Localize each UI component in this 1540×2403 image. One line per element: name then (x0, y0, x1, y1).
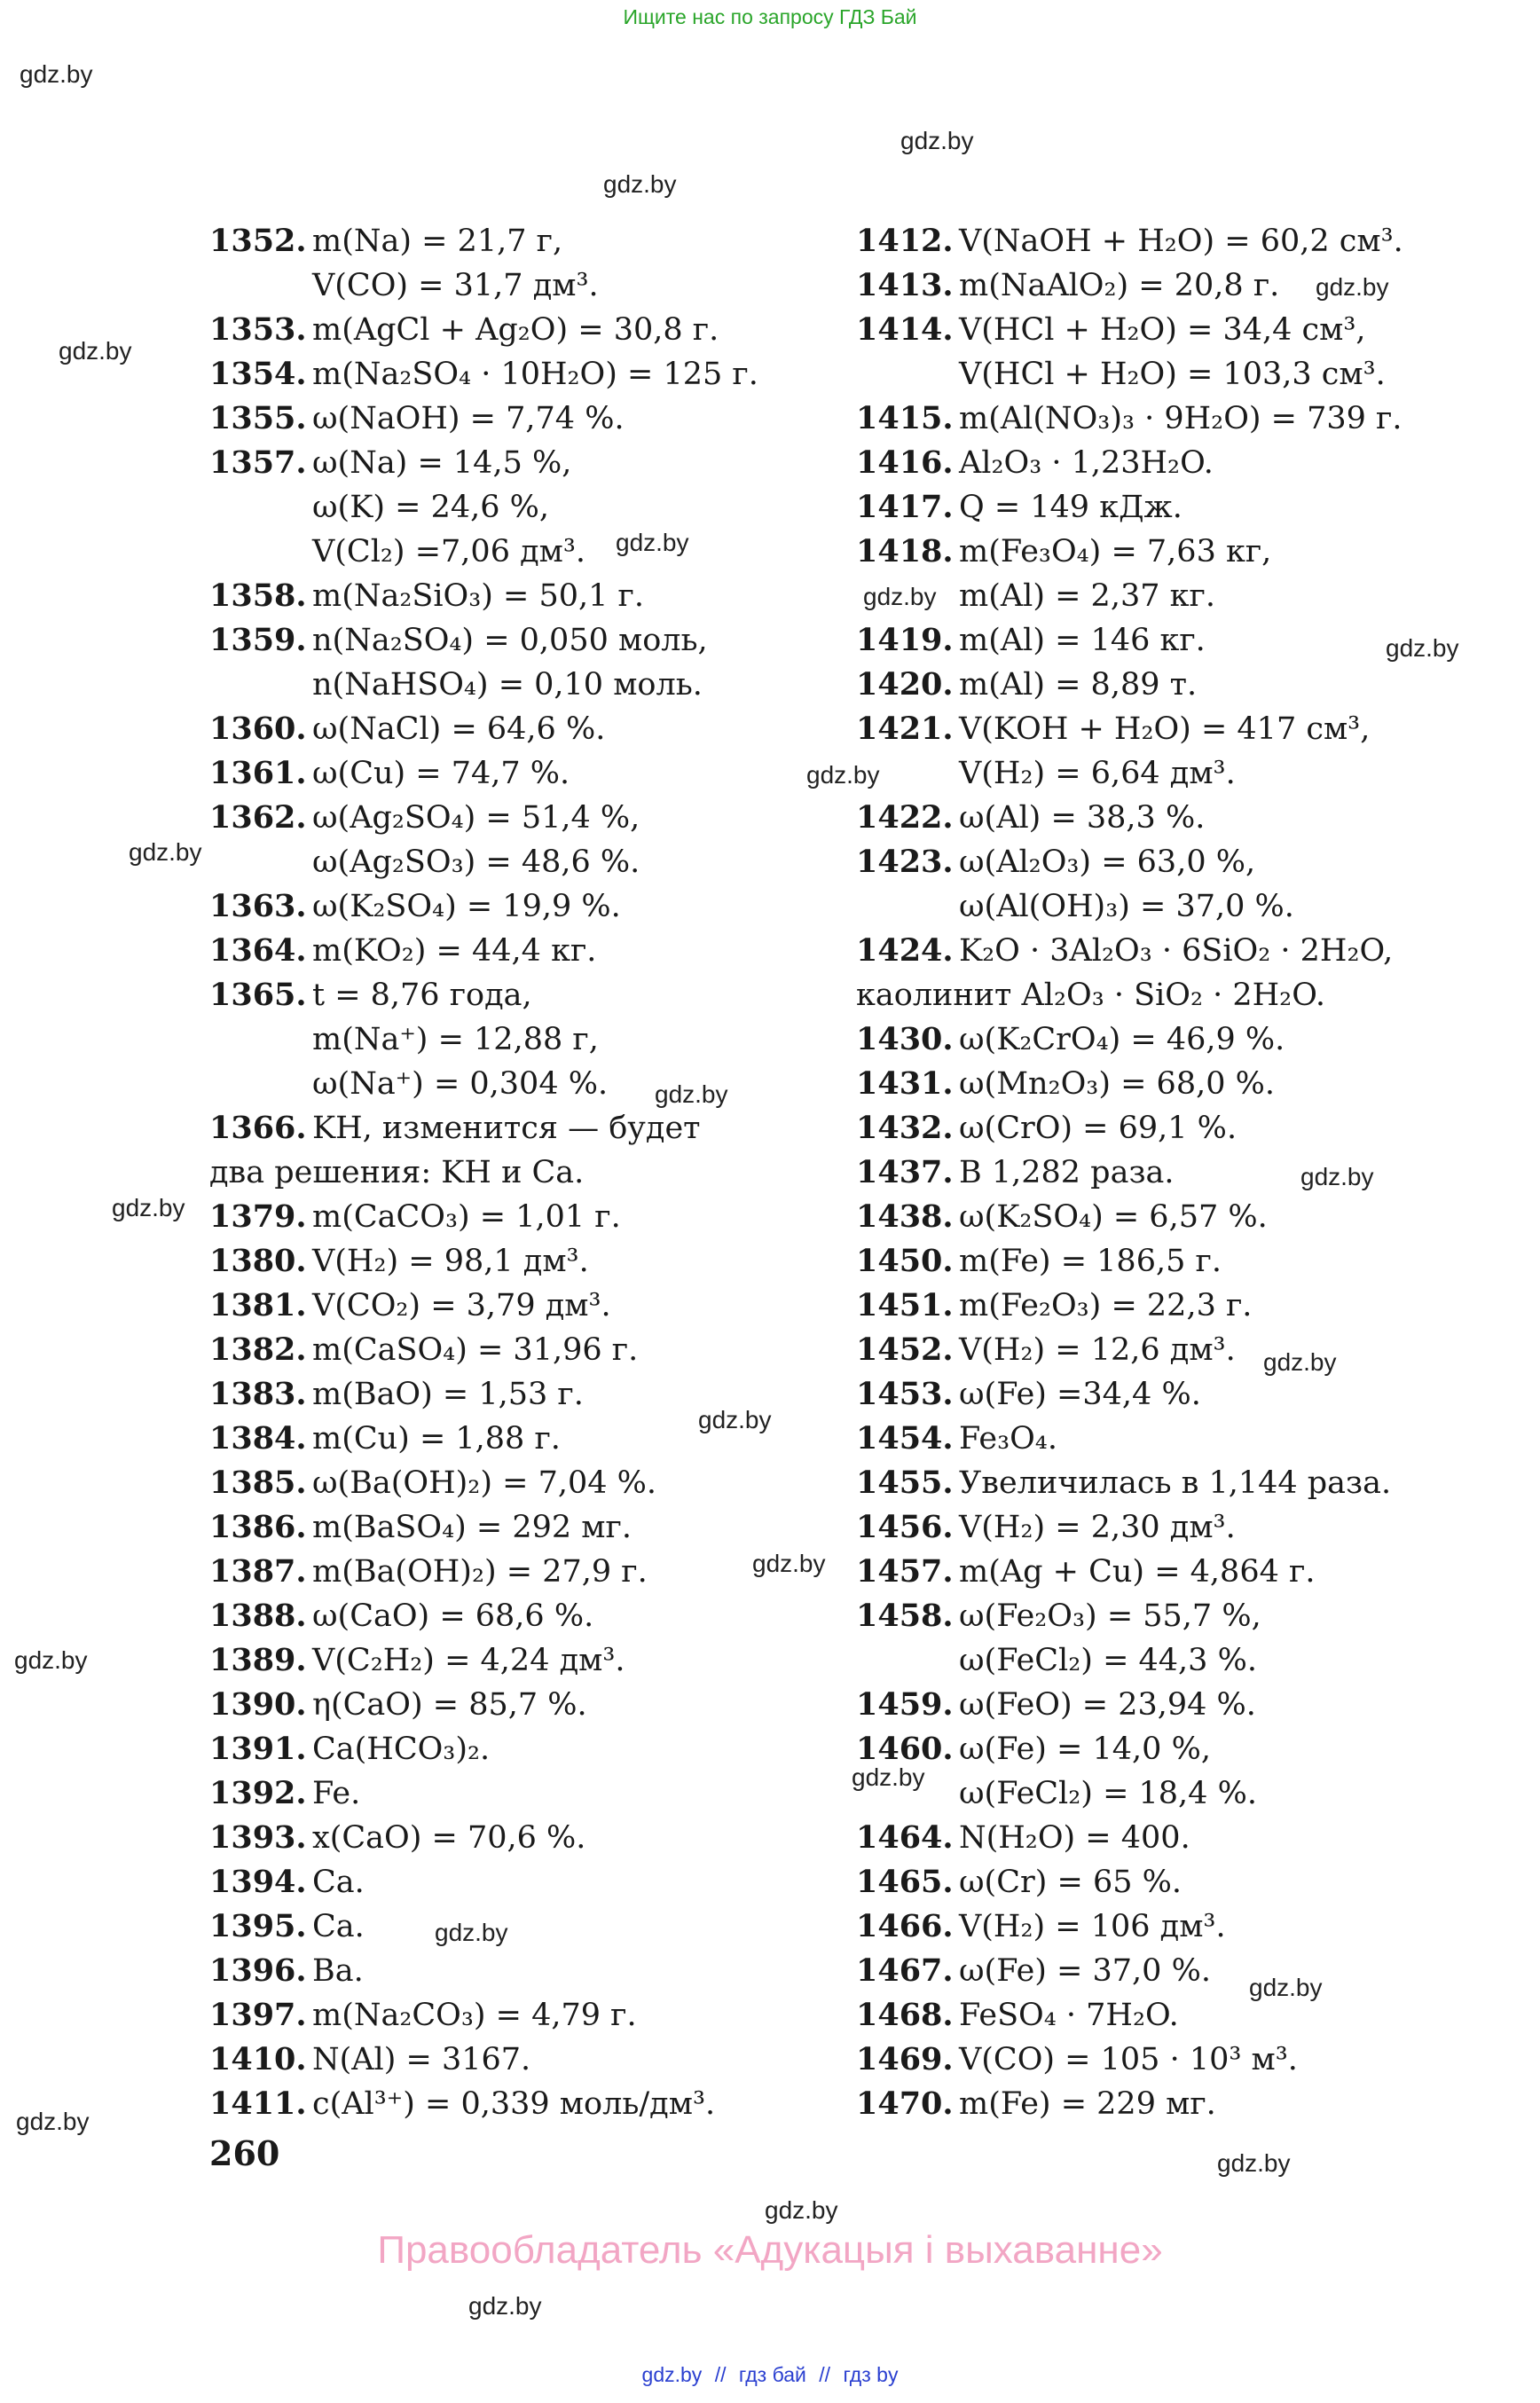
answers-right-column (856, 219, 1495, 2126)
answer-text: V(CO) = 31,7 дм³. (312, 268, 599, 303)
answer-line (856, 1505, 1495, 1550)
problem-number: 1420. (856, 666, 954, 703)
problem-number: 1362. (209, 799, 307, 836)
watermark: gdz.by (129, 838, 202, 866)
answer-text: m(Ag + Cu) = 4,864 г. (959, 1554, 1316, 1590)
answer-line (209, 352, 821, 397)
answer-text: V(HCl + H₂O) = 34,4 см³, (959, 312, 1366, 348)
answer-text: V(H₂) = 98,1 дм³. (312, 1244, 589, 1279)
answer-text: ω(Fe) = 14,0 %, (959, 1732, 1211, 1767)
answer-text: x(CaO) = 70,6 %. (312, 1820, 586, 1856)
answer-line (209, 973, 821, 1017)
answer-line (209, 441, 821, 485)
problem-number: 1379. (209, 1198, 307, 1235)
answer-line (856, 973, 1495, 1017)
problem-number: 1464. (856, 1819, 954, 1856)
answer-line (209, 219, 821, 263)
answer-text: ω(Al) = 38,3 %. (959, 800, 1206, 836)
answer-line (856, 352, 1495, 397)
answer-text: V(KOH + H₂O) = 417 см³, (959, 711, 1371, 747)
problem-number: 1455. (856, 1465, 954, 1501)
answer-line (856, 751, 1495, 796)
answer-text: m(Al) = 8,89 т. (959, 667, 1198, 703)
answer-text: ω(Fe) =34,4 %. (959, 1377, 1201, 1412)
problem-number: 1389. (209, 1642, 307, 1678)
answer-text: ω(K) = 24,6 %, (312, 490, 550, 525)
answer-line (856, 796, 1495, 840)
answer-text: ω(Al(OH)₃) = 37,0 %. (959, 889, 1294, 924)
problem-number: 1456. (856, 1509, 954, 1545)
answer-text: m(Ba(OH)₂) = 27,9 г. (312, 1554, 648, 1590)
problem-number: 1423. (856, 844, 954, 880)
answer-line (209, 1594, 821, 1638)
answer-text: V(Cl₂) =7,06 дм³. (312, 534, 586, 569)
answer-text: ω(K₂SO₄) = 19,9 %. (312, 889, 621, 924)
answer-text: Al₂O₃ · 1,23H₂O. (959, 445, 1214, 481)
problem-number: 1361. (209, 755, 307, 791)
answer-text: m(Fe) = 186,5 г. (959, 1244, 1222, 1279)
watermark: gdz.by (112, 1194, 185, 1221)
watermark: gdz.by (1300, 1163, 1374, 1190)
answer-line (856, 574, 1495, 618)
answer-line (856, 441, 1495, 485)
watermark: gdz.by (1249, 1974, 1323, 2001)
footer-separator: // (819, 2363, 831, 2386)
page-number: 260 (209, 2133, 280, 2173)
problem-number: 1358. (209, 577, 307, 614)
problem-number: 1364. (209, 932, 307, 969)
answer-line (856, 219, 1495, 263)
problem-number: 1395. (209, 1908, 307, 1944)
problem-number: 1365. (209, 977, 307, 1013)
problem-number: 1383. (209, 1376, 307, 1412)
answer-line (209, 1638, 821, 1683)
watermark: gdz.by (655, 1080, 728, 1108)
answer-line (856, 1284, 1495, 1328)
answer-line (856, 1860, 1495, 1904)
answer-text: V(C₂H₂) = 4,24 дм³. (312, 1643, 625, 1678)
problem-number: 1363. (209, 888, 307, 924)
answer-text: m(Al(NO₃)₃ · 9H₂O) = 739 г. (959, 401, 1402, 436)
watermark: gdz.by (14, 1646, 88, 1674)
answer-text: V(H₂) = 12,6 дм³. (959, 1332, 1236, 1368)
answer-line (209, 929, 821, 973)
answer-text: m(Cu) = 1,88 г. (312, 1421, 561, 1457)
watermark: gdz.by (435, 1919, 508, 1946)
answer-line (209, 397, 821, 441)
answer-text: ω(Mn₂O₃) = 68,0 %. (959, 1066, 1275, 1102)
answer-line (856, 1816, 1495, 1860)
answer-line (209, 1106, 821, 1150)
problem-number: 1459. (856, 1686, 954, 1723)
answer-text: n(NaHSO₄) = 0,10 моль. (312, 667, 703, 703)
answer-text: m(CaCO₃) = 1,01 г. (312, 1199, 621, 1235)
answer-line (209, 2038, 821, 2082)
problem-number: 1354. (209, 356, 307, 392)
problem-number: 1469. (856, 2041, 954, 2077)
answer-text: ω(Ba(OH)₂) = 7,04 %. (312, 1465, 657, 1501)
answer-text: m(Na) = 21,7 г, (312, 224, 563, 259)
watermark: gdz.by (1386, 634, 1459, 662)
problem-number: 1352. (209, 223, 307, 259)
problem-number: 1450. (856, 1243, 954, 1279)
problem-number: 1412. (856, 223, 954, 259)
answer-line (856, 1638, 1495, 1683)
answer-text: ω(Na⁺) = 0,304 %. (312, 1066, 609, 1102)
problem-number: 1431. (856, 1065, 954, 1102)
footer-link[interactable]: гдз by (843, 2363, 899, 2386)
answer-text: ω(Ag₂SO₃) = 48,6 %. (312, 844, 640, 880)
answer-line (856, 1727, 1495, 1771)
watermark: gdz.by (1316, 273, 1389, 301)
answer-text: V(H₂) = 6,64 дм³. (959, 756, 1236, 791)
problem-number: 1381. (209, 1287, 307, 1323)
answer-line (856, 530, 1495, 574)
answer-text: c(Al³⁺) = 0,339 моль/дм³. (312, 2086, 716, 2122)
answer-line (209, 1550, 821, 1594)
answer-text: ω(FeO) = 23,94 %. (959, 1687, 1256, 1723)
answer-line (209, 574, 821, 618)
answer-line (856, 663, 1495, 707)
answer-line (209, 263, 821, 308)
problem-number: 1380. (209, 1243, 307, 1279)
answer-text: Увеличилась в 1,144 раза. (959, 1465, 1392, 1501)
answer-text: N(Al) = 3167. (312, 2042, 531, 2077)
answer-text: n(Na₂SO₄) = 0,050 моль, (312, 623, 708, 658)
answer-text: два решения: KH и Ca. (209, 1155, 585, 1190)
answer-line (856, 1062, 1495, 1106)
answer-line (209, 485, 821, 530)
answer-text: V(H₂) = 2,30 дм³. (959, 1510, 1236, 1545)
answer-line (856, 1594, 1495, 1638)
answer-line (856, 1372, 1495, 1417)
answer-line (209, 1239, 821, 1284)
answer-text: m(KO₂) = 44,4 кг. (312, 933, 597, 969)
answer-line (856, 1993, 1495, 2038)
answer-text: Fe. (312, 1776, 361, 1811)
top-banner: Ищите нас по запросу ГДЗ Бай (623, 5, 917, 28)
answer-text: Ba. (312, 1953, 364, 1989)
answer-text: ω(NaCl) = 64,6 %. (312, 711, 606, 747)
answer-line (856, 929, 1495, 973)
answer-line (209, 884, 821, 929)
answer-text: ω(Cu) = 74,7 %. (312, 756, 570, 791)
answer-line (856, 1683, 1495, 1727)
answer-line (209, 1771, 821, 1816)
problem-number: 1391. (209, 1731, 307, 1767)
problem-number: 1415. (856, 400, 954, 436)
answer-line (209, 618, 821, 663)
problem-number: 1438. (856, 1198, 954, 1235)
problem-number: 1417. (856, 489, 954, 525)
answer-line (856, 707, 1495, 751)
answer-text: N(H₂O) = 400. (959, 1820, 1190, 1856)
watermark: gdz.by (603, 170, 677, 198)
answer-line (856, 1195, 1495, 1239)
answer-text: V(NaOH + H₂O) = 60,2 см³. (959, 224, 1403, 259)
watermark: gdz.by (900, 127, 974, 154)
problem-number: 1453. (856, 1376, 954, 1412)
problem-number: 1414. (856, 311, 954, 348)
problem-number: 1392. (209, 1775, 307, 1811)
problem-number: 1366. (209, 1110, 307, 1146)
answer-text: V(CO) = 105 · 10³ м³. (959, 2042, 1298, 2077)
watermark: gdz.by (752, 1550, 826, 1577)
answer-line (209, 1949, 821, 1993)
answer-line (856, 2082, 1495, 2126)
problem-number: 1384. (209, 1420, 307, 1457)
answer-line (856, 840, 1495, 884)
watermark: gdz.by (20, 60, 93, 88)
problem-number: 1355. (209, 400, 307, 436)
problem-number: 1353. (209, 311, 307, 348)
footer-links (0, 2363, 1540, 2387)
answer-line (856, 1017, 1495, 1062)
problem-number: 1416. (856, 444, 954, 481)
answer-text: ω(Fe₂O₃) = 55,7 %, (959, 1598, 1261, 1634)
problem-number: 1419. (856, 622, 954, 658)
answer-line (209, 1017, 821, 1062)
footer-link[interactable]: gdz.by (641, 2363, 703, 2386)
answer-line (209, 1328, 821, 1372)
watermark: gdz.by (698, 1406, 772, 1433)
answer-text: m(AgCl + Ag₂O) = 30,8 г. (312, 312, 719, 348)
answer-line (856, 308, 1495, 352)
answer-text: η(CaO) = 85,7 %. (312, 1687, 587, 1723)
problem-number: 1359. (209, 622, 307, 658)
answer-text: ω(FeCl₂) = 18,4 %. (959, 1776, 1257, 1811)
answer-line (209, 1683, 821, 1727)
answer-line (856, 1949, 1495, 1993)
problem-number: 1458. (856, 1598, 954, 1634)
answer-line (209, 530, 821, 574)
answer-line (209, 663, 821, 707)
problem-number: 1421. (856, 711, 954, 747)
problem-number: 1437. (856, 1154, 954, 1190)
answer-line (856, 397, 1495, 441)
answer-line (856, 1328, 1495, 1372)
answer-text: ω(CaO) = 68,6 %. (312, 1598, 594, 1634)
answer-text: Ca. (312, 1909, 365, 1944)
problem-number: 1468. (856, 1997, 954, 2033)
problem-number: 1411. (209, 2085, 307, 2122)
answer-line (856, 263, 1495, 308)
watermark: gdz.by (616, 529, 689, 556)
problem-number: 1457. (856, 1553, 954, 1590)
answer-line (209, 2082, 821, 2126)
answer-line (209, 1284, 821, 1328)
problem-number: 1452. (856, 1331, 954, 1368)
answer-text: ω(Ag₂SO₄) = 51,4 %, (312, 800, 640, 836)
answer-line (209, 1195, 821, 1239)
answer-text: ω(Fe) = 37,0 %. (959, 1953, 1211, 1989)
problem-number: 1432. (856, 1110, 954, 1146)
copyright-notice: Правообладатель «Адукацыя і выхаванне» (377, 2228, 1163, 2272)
problem-number: 1422. (856, 799, 954, 836)
problem-number: 1357. (209, 444, 307, 481)
problem-number: 1413. (856, 267, 954, 303)
answer-line (209, 796, 821, 840)
answer-line (856, 1904, 1495, 1949)
footer-separator: // (714, 2363, 727, 2386)
answer-line (856, 1239, 1495, 1284)
answer-line (209, 1461, 821, 1505)
answer-line (209, 840, 821, 884)
answer-line (209, 751, 821, 796)
answer-line (209, 1727, 821, 1771)
answer-text: m(BaO) = 1,53 г. (312, 1377, 584, 1412)
answer-text: m(Al) = 2,37 кг. (959, 578, 1215, 614)
answer-text: ω(NaOH) = 7,74 %. (312, 401, 625, 436)
answer-line (856, 1461, 1495, 1505)
answer-line (209, 1062, 821, 1106)
answer-text: m(CaSO₄) = 31,96 г. (312, 1332, 639, 1368)
watermark: gdz.by (59, 337, 132, 365)
answer-line (209, 1993, 821, 2038)
problem-number: 1387. (209, 1553, 307, 1590)
answer-text: m(Na₂SiO₃) = 50,1 г. (312, 578, 645, 614)
answer-text: m(Na₂SO₄ · 10H₂O) = 125 г. (312, 357, 758, 392)
answer-line (209, 1816, 821, 1860)
watermark: gdz.by (16, 2108, 90, 2135)
problem-number: 1465. (856, 1864, 954, 1900)
answer-line (856, 884, 1495, 929)
answer-text: Ca(HCO₃)₂. (312, 1732, 491, 1767)
answer-text: FeSO₄ · 7H₂O. (959, 1998, 1179, 2033)
answer-text: Ca. (312, 1865, 365, 1900)
answer-text: ω(FeCl₂) = 44,3 %. (959, 1643, 1257, 1678)
problem-number: 1466. (856, 1908, 954, 1944)
answer-text: t = 8,76 года, (312, 978, 532, 1013)
answer-text: Q = 149 кДж. (959, 490, 1182, 525)
answer-text: ω(Na) = 14,5 %, (312, 445, 572, 481)
problem-number: 1393. (209, 1819, 307, 1856)
problem-number: 1360. (209, 711, 307, 747)
answer-text: ω(K₂CrO₄) = 46,9 %. (959, 1022, 1285, 1057)
answer-text: ω(Al₂O₃) = 63,0 %, (959, 844, 1256, 880)
answer-text: m(Fe) = 229 мг. (959, 2086, 1216, 2122)
answer-text: V(H₂) = 106 дм³. (959, 1909, 1226, 1944)
answer-text: m(Na⁺) = 12,88 г, (312, 1022, 599, 1057)
answer-text: m(Fe₃O₄) = 7,63 кг, (959, 534, 1272, 569)
problem-number: 1467. (856, 1952, 954, 1989)
watermark: gdz.by (806, 761, 880, 789)
problem-number: 1418. (856, 533, 954, 569)
problem-number: 1386. (209, 1509, 307, 1545)
answer-line (856, 485, 1495, 530)
watermark: gdz.by (765, 2196, 838, 2224)
answer-line (209, 707, 821, 751)
problem-number: 1451. (856, 1287, 954, 1323)
answer-line (856, 1150, 1495, 1195)
answer-text: m(Al) = 146 кг. (959, 623, 1206, 658)
answer-line (856, 1106, 1495, 1150)
watermark: gdz.by (852, 1763, 925, 1791)
answer-text: ω(K₂SO₄) = 6,57 %. (959, 1199, 1268, 1235)
answer-line (209, 1860, 821, 1904)
answers-left-column (209, 219, 821, 2126)
answer-text: В 1,282 раза. (959, 1155, 1175, 1190)
problem-number: 1394. (209, 1864, 307, 1900)
answer-line (856, 1771, 1495, 1816)
answer-text: m(BaSO₄) = 292 мг. (312, 1510, 632, 1545)
answer-text: ω(Cr) = 65 %. (959, 1865, 1182, 1900)
answer-text: ω(CrO) = 69,1 %. (959, 1111, 1238, 1146)
watermark: gdz.by (863, 583, 937, 610)
answer-line (856, 1550, 1495, 1594)
answer-text: V(CO₂) = 3,79 дм³. (312, 1288, 611, 1323)
answer-line (209, 1150, 821, 1195)
answer-text: m(Na₂CO₃) = 4,79 г. (312, 1998, 637, 2033)
problem-number: 1390. (209, 1686, 307, 1723)
problem-number: 1410. (209, 2041, 307, 2077)
problem-number: 1454. (856, 1420, 954, 1457)
answer-line (209, 1904, 821, 1949)
answer-text: KH, изменится — будет (312, 1111, 701, 1146)
problem-number: 1388. (209, 1598, 307, 1634)
problem-number: 1460. (856, 1731, 954, 1767)
watermark: gdz.by (468, 2292, 542, 2320)
problem-number: 1424. (856, 932, 954, 969)
answer-text: K₂O · 3Al₂O₃ · 6SiO₂ · 2H₂O, (959, 933, 1394, 969)
problem-number: 1396. (209, 1952, 307, 1989)
answer-text: m(Fe₂O₃) = 22,3 г. (959, 1288, 1253, 1323)
answer-line (856, 2038, 1495, 2082)
footer-link[interactable]: гдз бай (738, 2363, 806, 2386)
answer-line (209, 1505, 821, 1550)
problem-number: 1382. (209, 1331, 307, 1368)
problem-number: 1397. (209, 1997, 307, 2033)
answer-text: V(HCl + H₂O) = 103,3 см³. (959, 357, 1386, 392)
problem-number: 1470. (856, 2085, 954, 2122)
problem-number: 1430. (856, 1021, 954, 1057)
watermark: gdz.by (1217, 2149, 1291, 2177)
answer-text: Fe₃O₄. (959, 1421, 1057, 1457)
answer-text: m(NaAlO₂) = 20,8 г. (959, 268, 1280, 303)
answer-line (856, 1417, 1495, 1461)
answer-line (209, 308, 821, 352)
watermark: gdz.by (1263, 1348, 1337, 1376)
problem-number: 1385. (209, 1465, 307, 1501)
answer-text: каолинит Al₂O₃ · SiO₂ · 2H₂O. (856, 978, 1325, 1013)
